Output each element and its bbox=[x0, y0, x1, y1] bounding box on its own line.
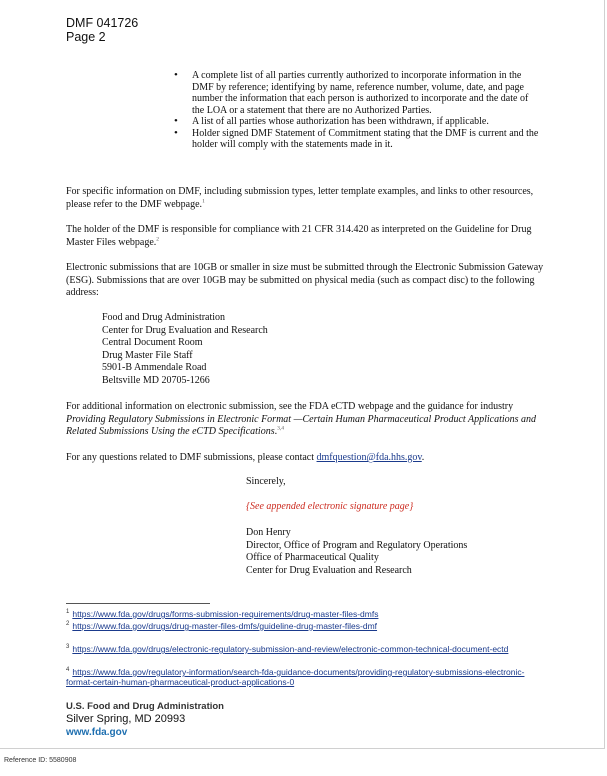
list-item: • A complete list of all parties currently authorized to incorporate information in the DMF by reference; identifying by name, reference number, volume, date, and page number the information that each person is authorized to incorporate and the date of the LOA or a statement that there are no Authorized Parties. bbox=[171, 70, 541, 116]
agency-name: U.S. Food and Drug Administration bbox=[66, 701, 224, 712]
letterhead-footer bbox=[66, 700, 224, 739]
reference-id: Reference ID: 5580908 bbox=[4, 757, 77, 764]
mailing-address: Food and Drug Administration Center for Drug Evaluation and Research Central Document Room Drug Master File Staff 5901-B Ammendale Road Beltsville MD 20705-1266 bbox=[102, 312, 268, 386]
agency-website[interactable]: www.fda.gov bbox=[66, 727, 128, 738]
signer-center: Center for Drug Evaluation and Research bbox=[246, 564, 412, 576]
footnote-1: $^1$ https://www.fda.gov/drugs/forms-submission-requirements/drug-master-files-dmfs bbox=[66, 609, 379, 619]
signer-name: Don Henry bbox=[246, 527, 291, 538]
page-header bbox=[66, 16, 138, 44]
footnote-link[interactable]: https://www.fda.gov/drugs/electronic-regulatory-submission-and-review/electronic-common-technical-document-ectd bbox=[72, 644, 509, 654]
email-link[interactable]: dmfquestion@fda.hhs.gov bbox=[316, 452, 422, 463]
list-item: • Holder signed DMF Statement of Commitment stating that the DMF is current and the holder will comply with the statements made in it. bbox=[171, 128, 541, 151]
agency-address: Silver Spring, MD 20993 bbox=[66, 713, 186, 725]
page-number: Page 2 bbox=[66, 30, 106, 44]
paragraph-contact: For any questions related to DMF submissions, please contact dmfquestion@fda.hhs.gov. bbox=[66, 452, 425, 463]
signature-block bbox=[246, 527, 467, 577]
paragraph-holder-responsibility: The holder of the DMF is responsible for compliance with 21 CFR 314.420 as interpreted on the Guideline for Drug Master Files webpage.$^2$ bbox=[66, 224, 532, 248]
footnote-link[interactable]: https://www.fda.gov/drugs/drug-master-files-dmfs/guideline-drug-master-files-dmf bbox=[72, 621, 378, 631]
footnote-2: $^2$ https://www.fda.gov/drugs/drug-master-files-dmfs/guideline-drug-master-files-dmf bbox=[66, 621, 378, 631]
requirements-list bbox=[171, 70, 541, 151]
signer-office: Office of Pharmaceutical Quality bbox=[246, 552, 379, 563]
footnote-link[interactable]: https://www.fda.gov/drugs/forms-submission-requirements/drug-master-files-dmfs bbox=[72, 609, 379, 619]
paragraph-electronic-submissions: Electronic submissions that are 10GB or smaller in size must be submitted through the Electronic Submission Gateway (ESG). Submissions that are over 10GB may be submitted on physical media (such as compact disc) to the following address: bbox=[66, 262, 544, 298]
list-item: • A list of all parties whose authorization has been withdrawn, if applicable. bbox=[171, 116, 541, 128]
paragraph-ectd-guidance: For additional information on electronic submission, see the FDA eCTD webpage and the guidance for industry Providing Regulatory Submissions in Electronic Format —Certain Human Pharmaceutical Product Applications and Related Submissions Using the eCTD Specifications.$^{3,4}$ bbox=[66, 401, 537, 437]
signer-title: Director, Office of Program and Regulatory Operations bbox=[246, 539, 468, 551]
closing: Sincerely, bbox=[246, 476, 286, 487]
electronic-signature-note: {See appended electronic signature page} bbox=[246, 501, 414, 512]
footnote-3: $^3$ https://www.fda.gov/drugs/electronic-regulatory-submission-and-review/electronic-common-technical-document-ectd bbox=[66, 644, 509, 654]
footnote-link[interactable]: https://www.fda.gov/regulatory-information/search-fda-guidance-documents/providing-regulatory-submissions-electronic-format-certain-human-pharmaceutical-product-applications-0 bbox=[66, 667, 525, 687]
paragraph-dmf-info: For specific information on DMF, including submission types, letter template examples, and links to other resources, please refer to the DMF webpage.$^1$ bbox=[66, 186, 534, 210]
dmf-number: DMF 041726 bbox=[66, 16, 139, 30]
footnote-4: $^4$ https://www.fda.gov/regulatory-information/search-fda-guidance-documents/providing-regulatory-submissions-electronic-format-certain-human-pharmaceutical-product-applications-0 bbox=[66, 667, 525, 687]
footnote-divider bbox=[66, 603, 210, 604]
